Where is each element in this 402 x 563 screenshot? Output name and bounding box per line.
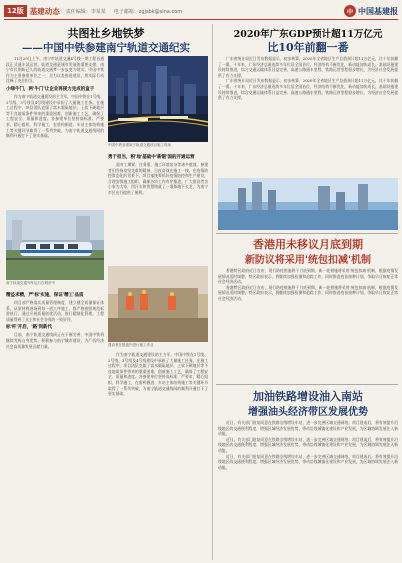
photo-construction-caption: 建设者在隧道内进行施工作业 <box>108 343 154 347</box>
logo-icon: 中 <box>344 5 356 17</box>
section-title: 基建动态 <box>29 6 60 16</box>
article-3-subheadline: 增强油头经济带区发展优势 <box>248 407 368 418</box>
photo-train <box>6 210 104 280</box>
feature-body-4: 目前，南宁轨道交通线网正在不断完善，中国中铁将继续发挥自身优势，积极参与南宁城市建设，为广西经济社会高质量发展贡献力量。 <box>6 332 104 349</box>
editor-email: 电子邮箱：zgjsbk@sina.com <box>113 8 183 15</box>
masthead-logo <box>344 5 398 17</box>
page-number: 12版 <box>4 5 27 17</box>
feature-subhead-4: 标'杆'开启，'路'到新代 <box>6 325 53 331</box>
article-3-text-continued: 近日，有关部门批复同意在铁路沿线增设车站，进一步完善区域交通网络。项目建成后，将有效提升沿线地区的交通便利程度，增强区域经济发展优势，带动沿线城镇化建设和产业发展，为区域协调发展注入新动能。 <box>218 436 398 453</box>
article-3-body <box>218 420 398 558</box>
photo-train-caption: 南宁轨道交通列车运行在城市中 <box>6 281 55 285</box>
photo-waterfront <box>218 178 398 230</box>
photo-night-skyline-caption: 中国中铁参建南宁轨道交通项目施工现场 <box>108 143 171 147</box>
feature-subheadline: ——中国中铁参建南宁轨道交通纪实 <box>22 42 190 54</box>
article-divider-1 <box>216 233 398 234</box>
feature-column-2 <box>108 152 208 262</box>
feature-column-3 <box>6 290 104 558</box>
article-3-headline: 加油铁路增设油入南站 <box>253 390 363 403</box>
photo-train-image <box>6 210 104 280</box>
photo-waterfront-image <box>218 178 398 230</box>
article-2-body <box>218 268 398 380</box>
article-3-text: 近日，有关部门批复同意在铁路沿线增设车站，进一步完善区域交通网络。项目建成后，将有效提升沿线地区的交通便利程度，增强区域经济发展优势，带动沿线城镇化建设和产业发展，为区域协调发展注入新动能。 <box>218 420 398 437</box>
article-1-body <box>218 56 398 176</box>
article-divider-2 <box>216 384 398 385</box>
editor-credit: 责任编辑：李某某 <box>65 8 106 15</box>
article-1-text: 广东省统计局近日发布数据显示，初步核算，2020年全省地区生产总值预计超11万亿元，比十年前翻了一番。十年来，广东经济总量连续多年位居全国首位，经济结构不断优化，新动能加快成长。基础设施建设持续推进，综合交通运输体系日益完善，高速公路通车里程、铁路运营里程稳步增长，为经济社会发展提供了有力支撑。 <box>218 56 398 78</box>
photo-night-skyline-image <box>108 56 208 142</box>
feature-intro: 11月29日上午，南宁市轨道交通4号线一期工程首通段正式通车试运营。轨道交通是城市发展的重要支撑，南宁市民期盼已久的轨道交通梦一步步变为现实。中国中铁作为主要参建单位之一，全力以赴推进建设，用实际行动诠释了央企担当。 <box>6 56 104 84</box>
photo-night-skyline <box>108 56 208 142</box>
article-2-text: 香港特区政府近日宣布，现行防疫措施将于月底到期，新一轮措施将采用'统包扣减'机制，根据疫情发展情况适时调整。特区政府表示，将继续加强检测和追踪工作，同时推进疫苗接种计划，争取早日恢复正常社会经济活动。 <box>218 268 398 285</box>
feature-headline: 共图社乡地铁梦 <box>67 27 145 40</box>
article-2-subheadline: 新防议将采用'统包扣减'机制 <box>244 255 372 266</box>
article-1-headline: 2020年广东GDP预计超11万亿元 <box>233 29 383 40</box>
feature-column-4 <box>108 352 208 558</box>
feature-body-3: 项目部严格落实质量管理制度，建立健全质量保证体系，从原材料进场到每一道工序施工，都严格按照规范标准执行。通过开展质量创优活动，推行精细化管理，工程质量得到了业主和社会各界的一致好评。 <box>6 300 104 322</box>
feature-column-1 <box>6 56 104 206</box>
article-2-text-continued: 香港特区政府近日宣布，现行防疫措施将于月底到期，新一轮措施将采用'统包扣减'机制，根据疫情发展情况适时调整。特区政府表示，将继续加强检测和追踪工作，同时推进疫苗接种计划，争取早日恢复正常社会经济活动。 <box>218 284 398 301</box>
column-divider <box>212 24 213 560</box>
page-header <box>4 3 398 20</box>
feature-subhead-2: 勇于担当，积'地'基础中'新锻'国的开通运营 <box>108 155 195 160</box>
logo-text: 中国基建报 <box>358 6 398 16</box>
feature-body-2: 面对工期紧、任务重、施工环境复杂等诸多挑战，参建者们发扬攻坚克难的精神，日夜奋战在施工一线。在疫情防控常态化的背景下，项目部统筹抓好疫情防控和生产建设，合理安排施工组织，确保各项工作有序推进。广大建设者舍小家为大家，用汗水和智慧铸就了一条条地下长龙，为南宁市民出行提供了便利。 <box>108 162 208 195</box>
article-2-headline: 香港用未移议月底到期 <box>253 238 363 251</box>
photo-construction <box>108 266 208 342</box>
article-3-text-more: 近日，有关部门批复同意在铁路沿线增设车站，进一步完善区域交通网络。项目建成后，将有效提升沿线地区的交通便利程度，增强区域经济发展优势，带动沿线城镇化建设和产业发展，为区域协调发展注入新动能。 <box>218 453 398 470</box>
article-1-subheadline: 比10年前翻一番 <box>267 41 349 54</box>
article-1-text-continued: 广东省统计局近日发布数据显示，初步核算，2020年全省地区生产总值预计超11万亿元，比十年前翻了一番。十年来，广东经济总量连续多年位居全国首位，经济结构不断优化，新动能加快成长。基础设施建设持续推进，综合交通运输体系日益完善，高速公路通车里程、铁路运营里程稳步增长，为经济社会发展提供了有力支撑。 <box>218 78 398 101</box>
photo-construction-image <box>108 266 208 342</box>
feature-subhead-3: 精益求精，严'标'实施，保证'精工'品质 <box>6 293 84 298</box>
feature-subhead-1: 小绿牛门，两'牛门'让企业再接力完成的盒子 <box>6 86 95 92</box>
feature-body-continued: 作为南宁轨道交通建设的主力军，中国中铁在1号线、2号线、3号线及4号线建设中承担了大量施工任务。在施工过程中，项目团队克服了富水圆砾地层、上软下硬地层等不良地质条件带来的重重困难，创新施工工艺，确保了工程安全、质量和进度。各参建单位坚持高标准、严要求，精心组织，科学施工，在盾构掘进、车站主体结构施工等关键环节取得了一系列突破，为南宁轨道交通线网的顺利开通打下了坚实基础。 <box>108 352 208 397</box>
feature-body-1: 作为南宁轨道交通建设的主力军，中国中铁在1号线、2号线、3号线及4号线建设中承担了大量施工任务。在施工过程中，项目团队克服了富水圆砾地层、上软下硬地层等不良地质条件带来的重重困难，创新施工工艺，确保了工程安全、质量和进度。各参建单位坚持高标准、严要求，精心组织，科学施工，在盾构掘进、车站主体结构施工等关键环节取得了一系列突破，为南宁轨道交通线网的顺利开通打下了坚实基础。 <box>6 93 104 139</box>
